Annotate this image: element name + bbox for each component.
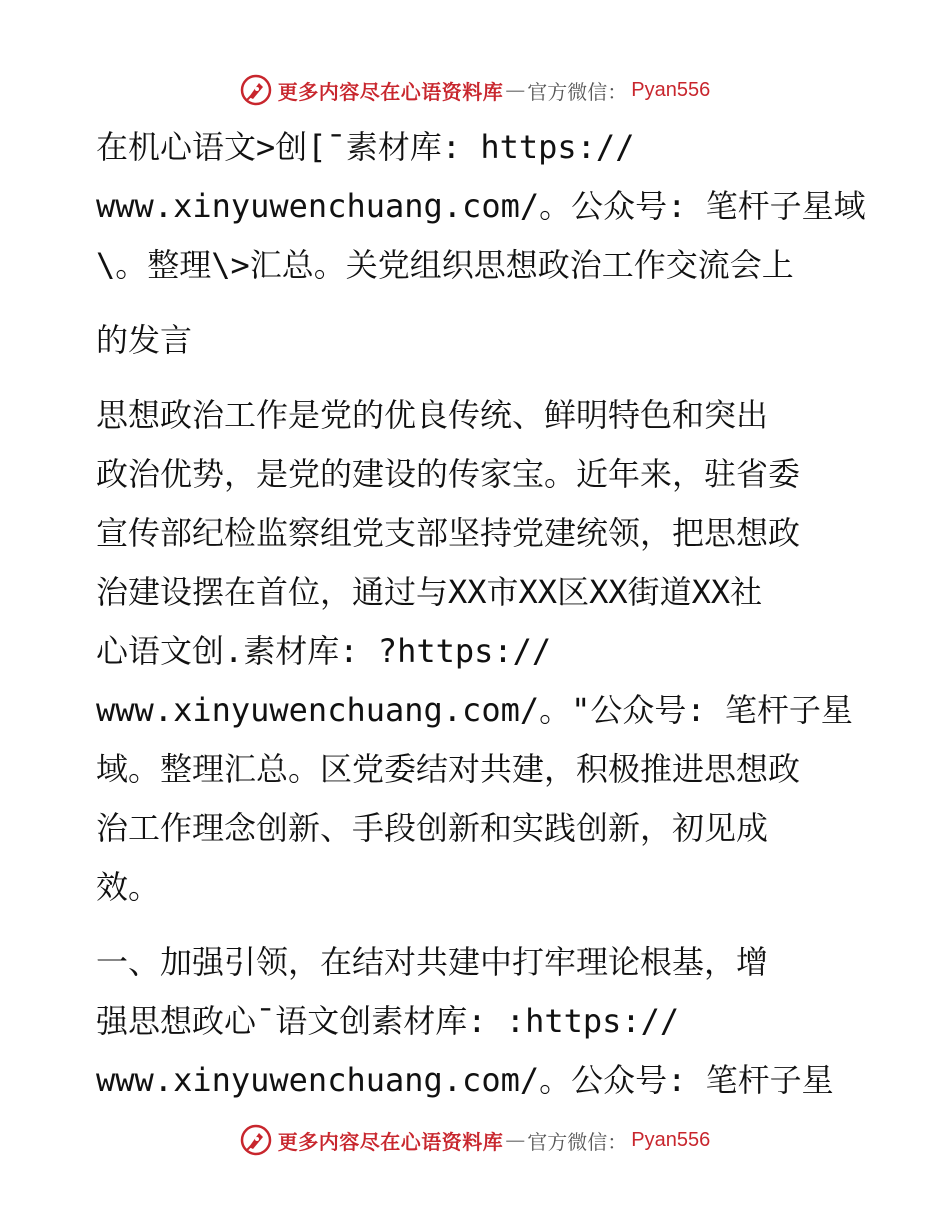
banner-wechat-id: Pyan556 [631, 1128, 711, 1151]
title-line: \。整理\>汇总。关党组织思想政治工作交流会上 [96, 246, 794, 284]
banner-wechat-label: 官方微信： [527, 1129, 628, 1154]
paragraph-line: 效。 [96, 868, 161, 906]
banner-separator: — [505, 78, 526, 102]
footer-banner [0, 1120, 950, 1160]
paragraph-line: 治工作理念创新、手段创新和实践创新，初见成 [96, 809, 769, 847]
paragraph-line: 心语文创.素材库: ?https:// [96, 632, 552, 670]
banner-wechat-id: Pyan556 [631, 78, 711, 101]
title-line: www.xinyuwenchuang.com/。公众号: 笔杆子星域 [96, 187, 866, 225]
pen-nib-logo-icon [240, 74, 272, 106]
banner-title: 更多内容尽在心语资料库 [277, 79, 504, 104]
paragraph-line: 思想政治工作是党的优良传统、鲜明特色和突出 [96, 396, 769, 434]
document-body [96, 118, 866, 1110]
banner-wechat-label: 官方微信： [527, 79, 628, 104]
section-line: www.xinyuwenchuang.com/。公众号: 笔杆子星 [96, 1061, 834, 1099]
section-line: 强思想政心¯语文创素材库: :https:// [96, 1002, 680, 1040]
header-banner [0, 70, 950, 110]
title-line: 的发言 [96, 321, 193, 359]
pen-nib-logo-icon [240, 1124, 272, 1156]
paragraph-line: 政治优势，是党的建设的传家宝。近年来，驻省委 [96, 455, 801, 493]
paragraph-line: 宣传部纪检监察组党支部坚持党建统领，把思想政 [96, 514, 801, 552]
banner-title: 更多内容尽在心语资料库 [277, 1129, 504, 1154]
title-line: 在机心语文>创[¯素材库: https:// [96, 128, 635, 166]
banner-separator: — [505, 1128, 526, 1152]
paragraph-line: 域。整理汇总。区党委结对共建，积极推进思想政 [96, 750, 801, 788]
paragraph-line: 治建设摆在首位，通过与XX市XX区XX街道XX社 [96, 573, 763, 611]
section-heading-line: 一、加强引领，在结对共建中打牢理论根基，增 [96, 943, 769, 981]
paragraph-line: www.xinyuwenchuang.com/。"公众号: 笔杆子星 [96, 691, 853, 729]
